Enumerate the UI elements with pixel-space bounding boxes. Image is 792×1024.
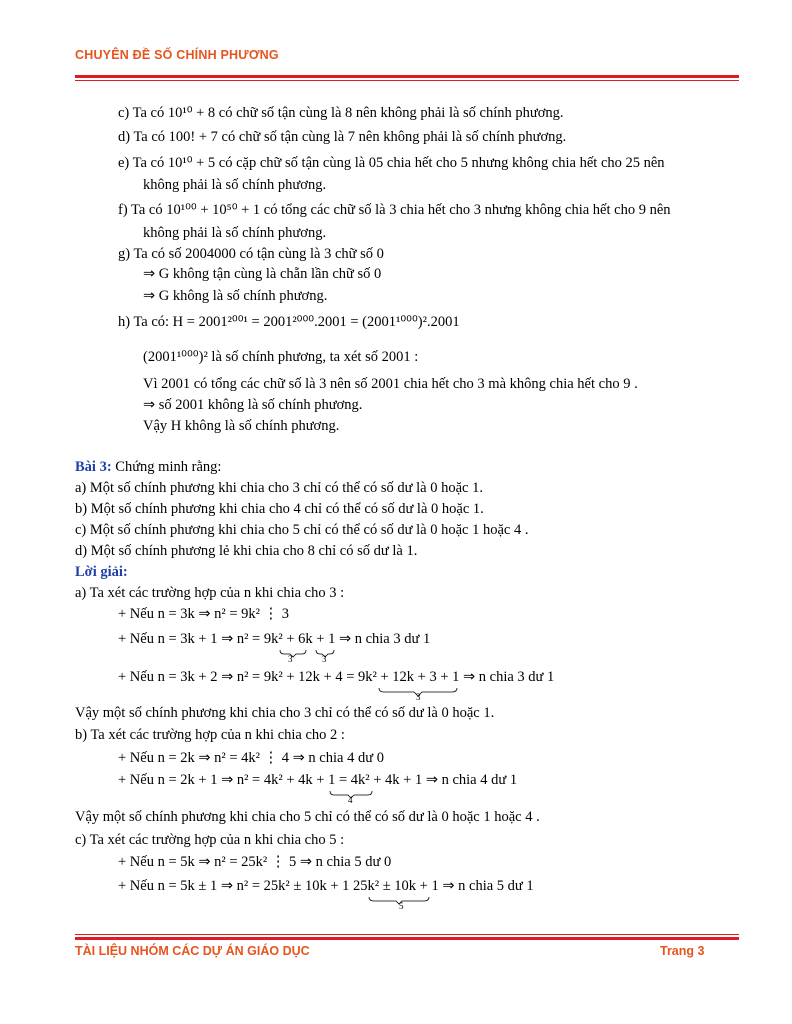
solution-a-case2: + Nếu n = 3k + 1 ⇒ n² = 9k² + 6k + 1 ⇒ n chia 3 dư 1 xyxy=(118,631,431,647)
bai3-statement: Chứng minh rằng: xyxy=(111,459,222,475)
item-h-line5: Vậy H không là số chính phương. xyxy=(143,418,340,434)
solution-a-case3: + Nếu n = 3k + 2 ⇒ n² = 9k² + 12k + 4 = 9k² + 12k + 3 + 1 ⇒ n chia 3 dư 1 xyxy=(118,669,555,685)
solution-c-intro: c) Ta xét các trường hợp của n khi chia cho 5 : xyxy=(75,832,345,848)
underbrace-label-3: 3 xyxy=(416,692,421,702)
bai3-part-b: b) Một số chính phương khi chia cho 4 chỉ có thể có số dư là 0 hoặc 1. xyxy=(75,501,484,517)
solution-c-case1: + Nếu n = 5k ⇒ n² = 25k² ⋮ 5 ⇒ n chia 5 dư 0 xyxy=(118,854,392,870)
item-h: h) Ta có: H = 2001²⁰⁰¹ = 2001²⁰⁰⁰.2001 = (2001¹⁰⁰⁰)².2001 xyxy=(118,314,460,330)
header-title: CHUYÊN ĐỀ SỐ CHÍNH PHƯƠNG xyxy=(75,48,279,62)
solution-c-case2: + Nếu n = 5k ± 1 ⇒ n² = 25k² ± 10k + 1 25k² ± 10k + 1 ⇒ n chia 5 dư 1 xyxy=(118,878,534,894)
item-e-cont: không phải là số chính phương. xyxy=(143,177,327,193)
bai3-part-c: c) Một số chính phương khi chia cho 5 chỉ có thể có số dư là 0 hoặc 1 hoặc 4 . xyxy=(75,522,529,538)
underbrace-label-4: 4 xyxy=(348,795,353,805)
page-number: Trang 3 xyxy=(660,944,705,958)
underbrace-label-1: 3 xyxy=(288,654,293,664)
solution-a-case1: + Nếu n = 3k ⇒ n² = 9k² ⋮ 3 xyxy=(118,606,290,622)
item-h-line3: Vì 2001 có tổng các chữ số là 3 nên số 2001 chia hết cho 3 mà không chia hết cho 9 . xyxy=(143,376,638,392)
footer-rule xyxy=(75,937,739,940)
solution-a-intro: a) Ta xét các trường hợp của n khi chia cho 3 : xyxy=(75,585,345,601)
loigiai-label: Lời giải: xyxy=(75,564,128,580)
footer-rule-thin xyxy=(75,934,739,935)
item-g-line3: ⇒ G không là số chính phương. xyxy=(143,288,328,304)
footer-left: TÀI LIỆU NHÓM CÁC DỰ ÁN GIÁO DỤC xyxy=(75,944,310,958)
underbrace-label-2: 3 xyxy=(322,654,327,664)
item-h-line2: (2001¹⁰⁰⁰)² là số chính phương, ta xét số 2001 : xyxy=(143,349,419,365)
solution-b-intro: b) Ta xét các trường hợp của n khi chia cho 2 : xyxy=(75,727,345,743)
item-f-cont: không phải là số chính phương. xyxy=(143,225,327,241)
item-f: f) Ta có 10¹⁰⁰ + 10⁵⁰ + 1 có tổng các chữ số là 3 chia hết cho 3 nhưng không chia hết cho 9 nên xyxy=(118,202,671,218)
item-e: e) Ta có 10¹⁰ + 5 có cặp chữ số tận cùng là 05 chia hết cho 5 nhưng không chia hết cho 25 nên xyxy=(118,155,665,171)
item-g-line2: ⇒ G không tận cùng là chẵn lần chữ số 0 xyxy=(143,266,382,282)
solution-b-case1: + Nếu n = 2k ⇒ n² = 4k² ⋮ 4 ⇒ n chia 4 dư 0 xyxy=(118,750,384,766)
underbrace-label-5: 5 xyxy=(399,901,404,911)
item-g: g) Ta có số 2004000 có tận cùng là 3 chữ số 0 xyxy=(118,246,384,262)
item-h-line4: ⇒ số 2001 không là số chính phương. xyxy=(143,397,363,413)
solution-b-case2: + Nếu n = 2k + 1 ⇒ n² = 4k² + 4k + 1 = 4k² + 4k + 1 ⇒ n chia 4 dư 1 xyxy=(118,772,518,788)
underbrace-9k2 xyxy=(280,650,306,657)
bai3-label: Bài 3: xyxy=(75,459,112,475)
solution-a-conclusion: Vậy một số chính phương khi chia cho 3 chỉ có thể có số dư là 0 hoặc 1. xyxy=(75,705,495,721)
item-d: d) Ta có 100! + 7 có chữ số tận cùng là 7 nên không phải là số chính phương. xyxy=(118,129,567,145)
item-c: c) Ta có 10¹⁰ + 8 có chữ số tận cùng là 8 nên không phải là số chính phương. xyxy=(118,105,564,121)
bai3-part-a: a) Một số chính phương khi chia cho 3 chỉ có thể có số dư là 0 hoặc 1. xyxy=(75,480,483,496)
solution-b-conclusion: Vậy một số chính phương khi chia cho 5 chỉ có thể có số dư là 0 hoặc 1 hoặc 4 . xyxy=(75,809,540,825)
bai3-part-d: d) Một số chính phương lẻ khi chia cho 8 chỉ có số dư là 1. xyxy=(75,543,418,559)
